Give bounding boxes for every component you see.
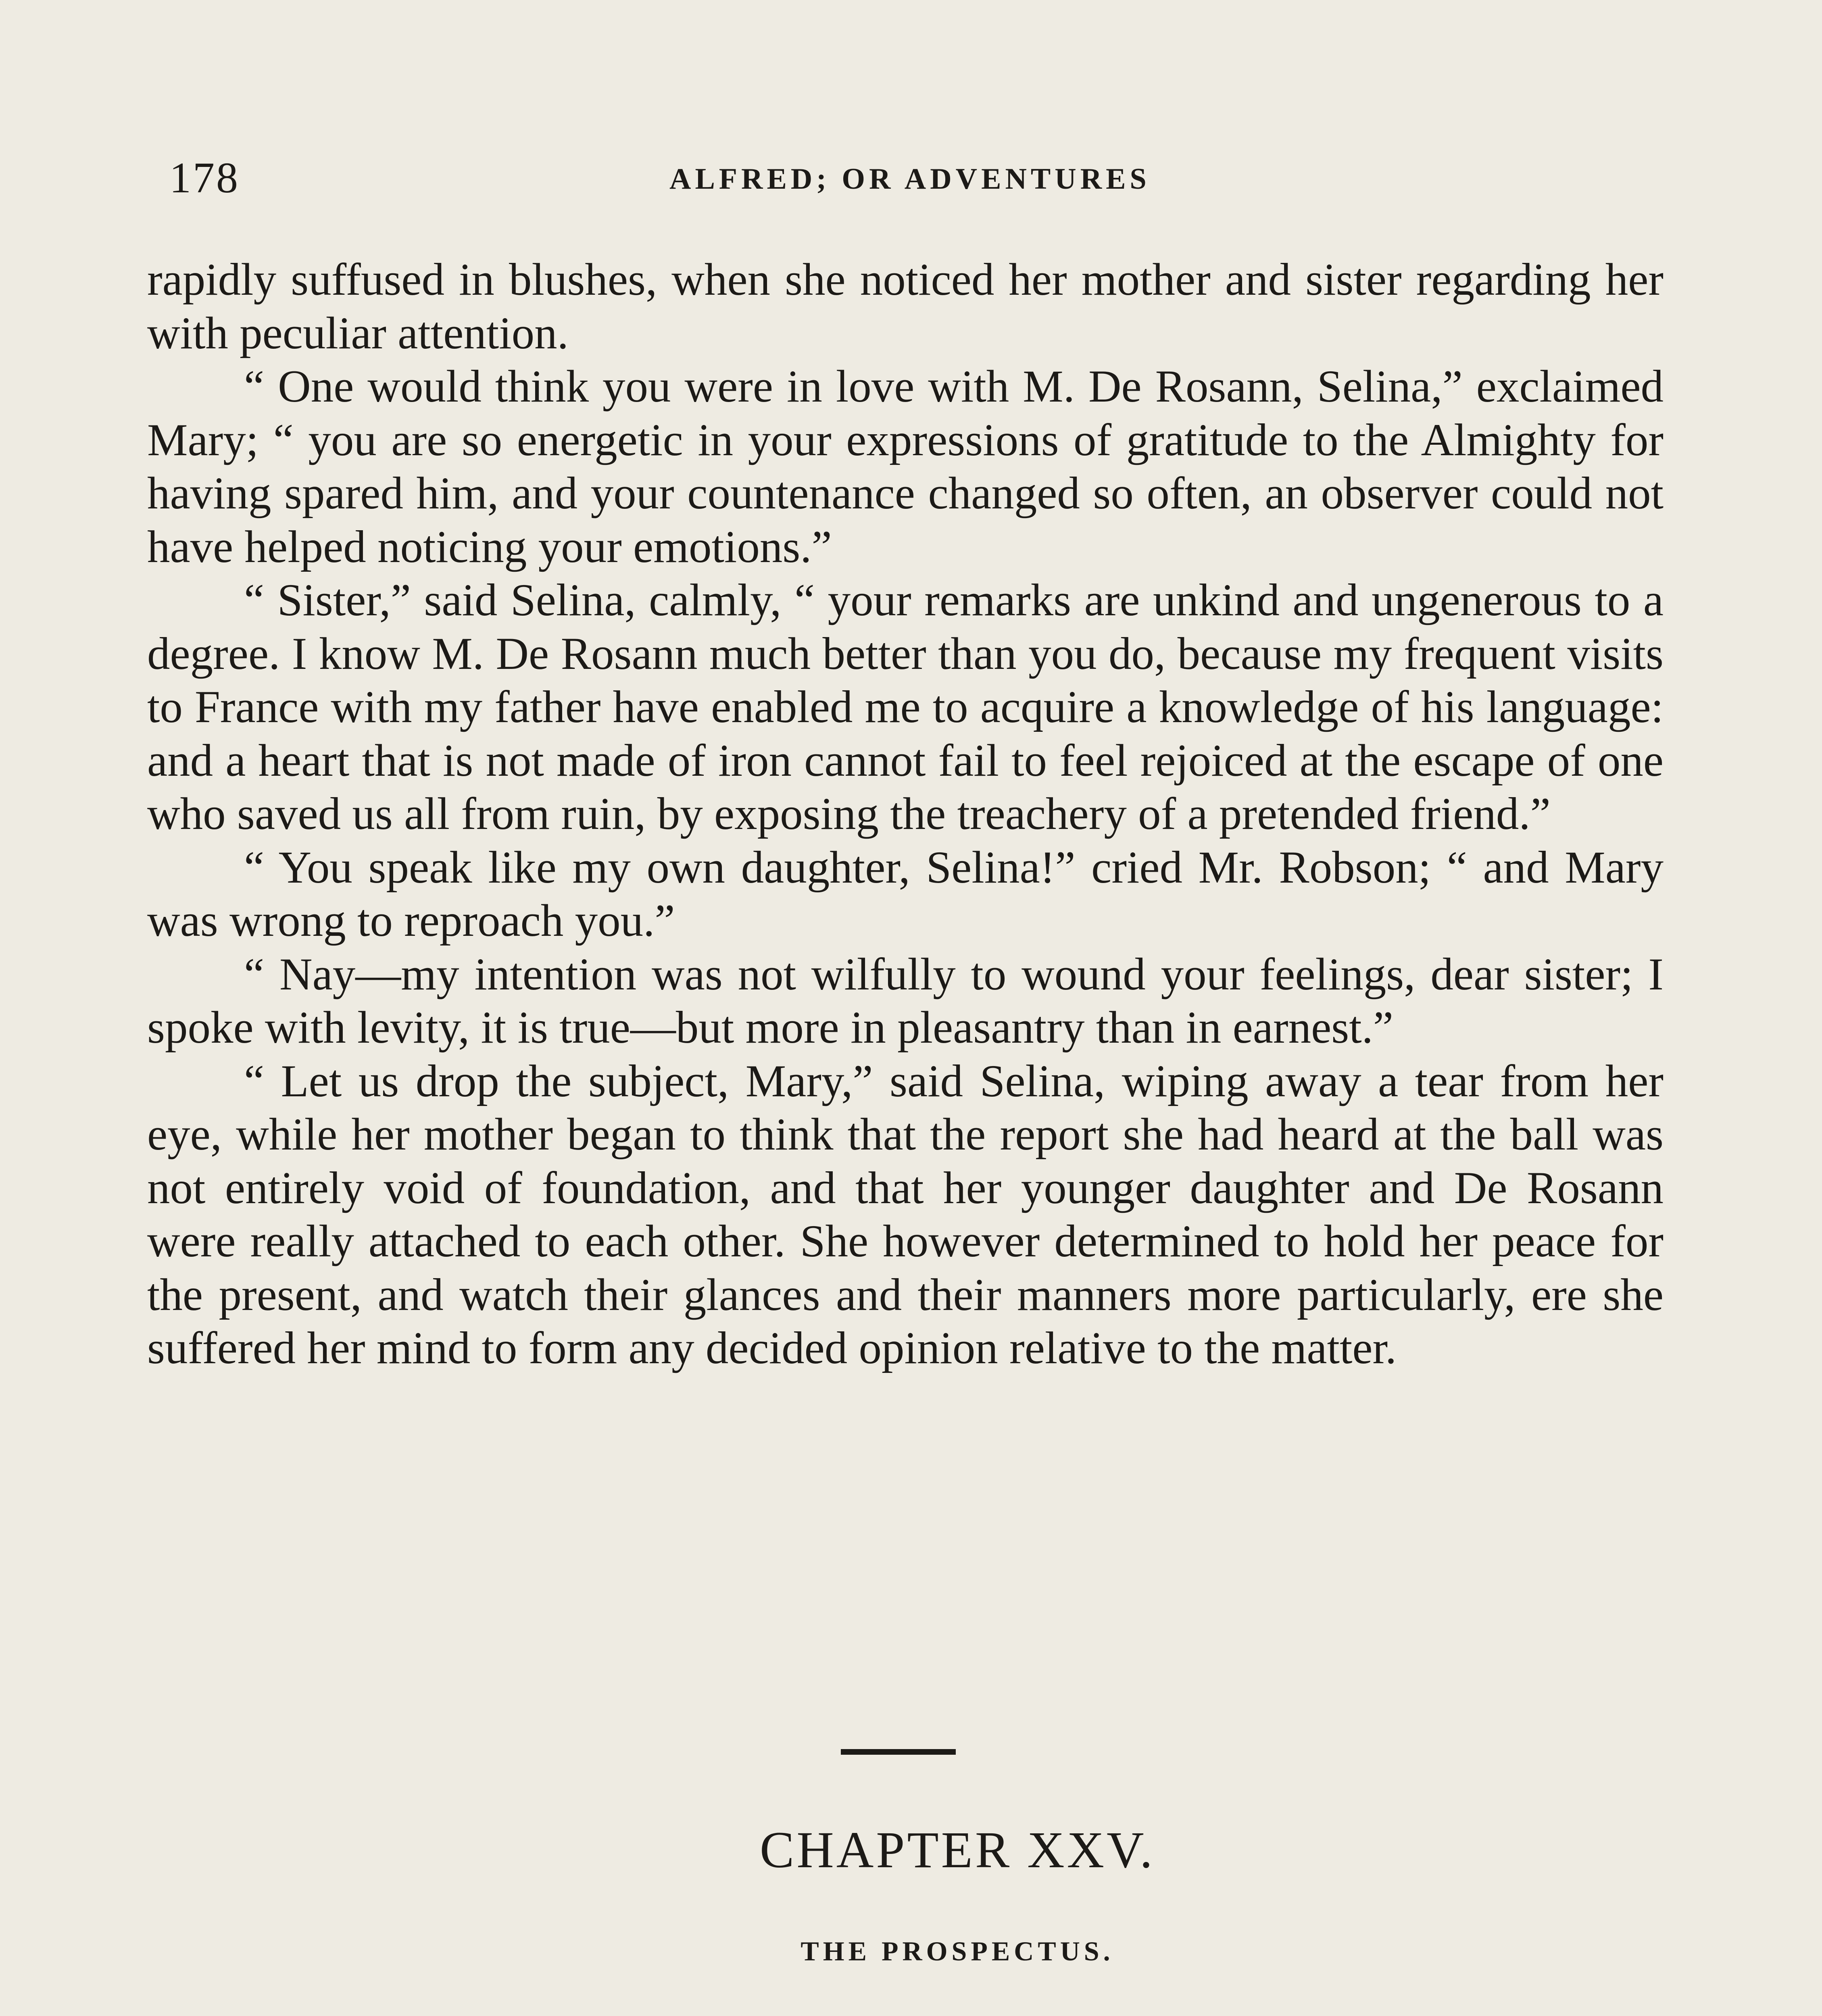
paragraph: “ One would think you were in love with M. De Rosann, Selina,” exclaimed Mary; “ you are so energetic in your expressions of gratitude to the Almighty for having spared him, and your countenance changed so often, an observer could not have helped noticing your emotions.” (147, 361, 1664, 572)
paragraph: “ Nay—my intention was not wilfully to wound your feelings, dear sister; I spoke with levity, it is true—but more in pleasantry than in earnest.” (147, 949, 1664, 1053)
paragraph: “ You speak like my own daughter, Selina!” cried Mr. Robson; “ and Mary was wrong to reproach you.” (147, 842, 1664, 946)
chapter-title: CHAPTER XXV. (760, 1821, 1155, 1879)
chapter-subtitle: THE PROSPECTUS. (801, 1936, 1114, 1966)
section-divider (841, 1749, 956, 1755)
page-number: 178 (169, 154, 240, 202)
paragraph: “ Let us drop the subject, Mary,” said Selina, wiping away a tear from her eye, while her mother began to think that the report she had heard at the ball was not entirely void of foundation, and that her younger daughter and De Rosann were really attached to each other. She however determined to hold her peace for the present, and watch their glances and their manners more particularly, ere she suffered her mind to form any decided opinion relative to the matter. (147, 1056, 1664, 1373)
running-head: ALFRED; OR ADVENTURES (669, 162, 1151, 196)
paragraph: “ Sister,” said Selina, calmly, “ your remarks are unkind and ungenerous to a degree. I know M. De Rosann much better than you do, because my frequent visits to France with my father have enabled me to acquire a knowledge of his language: and a heart that is not made of iron cannot fail to feel rejoiced at the escape of one who saved us all from ruin, by exposing the treachery of a pretended friend.” (147, 575, 1664, 839)
continued-text (147, 253, 1664, 1375)
paragraph: rapidly suffused in blushes, when she noticed her mother and sister regarding her with peculiar attention. (147, 254, 1664, 358)
page-header (153, 153, 1678, 210)
